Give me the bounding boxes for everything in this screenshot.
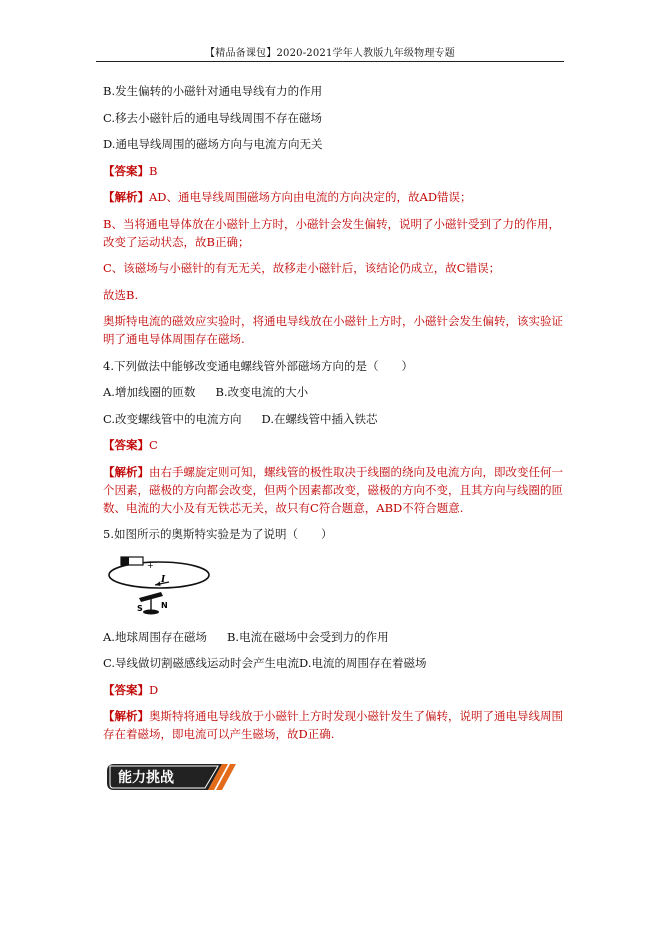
q3-analysis-line-5: 奥斯特电流的磁效应实验时，将通电导线放在小磁针上方时，小磁针会发生偏转，该实验证明了通电导体周围存在磁场.: [103, 314, 563, 346]
q5-option-a: A.地球周围存在磁场: [103, 629, 207, 644]
q3-option-b: B.发生偏转的小磁针对通电导线有力的作用: [103, 84, 323, 98]
q3-analysis-line-1: [103, 188, 576, 206]
q4-option-d: D.在螺线管中插入铁芯: [261, 411, 378, 426]
header-divider: [96, 61, 564, 62]
stand-base: [143, 609, 159, 614]
q5-options-ab: [103, 628, 576, 646]
analysis-text: AD、通电导线周围磁场方向由电流的方向决定的，故AD错误；: [149, 190, 472, 204]
q3-answer: [103, 162, 576, 180]
analysis-tag: 【解析】: [103, 709, 149, 723]
oersted-experiment-figure: [103, 554, 213, 618]
q3-option-d: D.通电导线周围的磁场方向与电流方向无关: [103, 137, 323, 151]
current-label: I: [161, 574, 166, 585]
answer-tag: 【答案】: [103, 682, 149, 697]
south-pole-label: S: [137, 603, 143, 613]
answer-tag: 【答案】: [103, 163, 149, 178]
answer-value: C: [149, 438, 158, 452]
q4-option-b: B.改变电流的大小: [215, 385, 309, 399]
section-badge: [104, 760, 236, 794]
q4-question: 4.下列做法中能够改变通电螺线管外部磁场方向的是（ ）: [103, 358, 413, 373]
q3-analysis-line-4: 故选B.: [103, 287, 139, 302]
battery-terminal: [121, 557, 129, 565]
q5-options-cd: C.导线做切割磁感线运动时会产生电流D.电流的周围存在着磁场: [103, 656, 427, 670]
north-pole-label: N: [161, 600, 168, 610]
plus-label: +: [147, 560, 154, 570]
q4-options-ab: [103, 383, 576, 401]
q3-option-c: C.移去小磁针后的通电导线周围不存在磁场: [103, 110, 323, 125]
q5-question: 5.如图所示的奥斯特实验是为了说明（ ）: [103, 527, 333, 541]
q5-option-b: B.电流在磁场中会受到力的作用: [226, 629, 389, 644]
q4-option-c: C.改变螺线管中的电流方向: [103, 411, 242, 426]
answer-value: B: [149, 163, 158, 178]
analysis-tag: 【解析】: [103, 464, 149, 479]
answer-value: D: [149, 682, 159, 697]
q3-analysis-line-3: C、该磁场与小磁针的有无无关，故移走小磁针后，该结论仍成立，故C错误；: [103, 261, 501, 275]
analysis-tag: 【解析】: [103, 190, 149, 204]
analysis-text: 由右手螺旋定则可知，螺线管的极性取决于线圈的绕向及电流方向，即改变任何一个因素，磁极的方向都会改变，但两个因素都改变，磁极的方向不变，且其方向与线圈的匝数、电流的大小及有无铁芯无关，故只有C符合题意，ABD不符合题意.: [103, 464, 563, 515]
page-header: 【精品备课包】2020-2021学年人教版九年级物理专题: [205, 48, 455, 59]
q3-analysis-line-2: B、当将通电导体放在小磁针上方时，小磁针会发生偏转，说明了小磁针受到了力的作用，改变了运动状态，故B正确；: [103, 216, 560, 249]
q4-options-cd: [103, 410, 576, 428]
q4-answer: [103, 436, 576, 454]
document-body: [96, 82, 576, 798]
badge-label: 能力挑战: [118, 769, 174, 786]
q5-analysis: [103, 707, 570, 743]
analysis-text: 奥斯特将通电导线放于小磁针上方时发现小磁针发生了偏转，说明了通电导线周围存在着磁场，即电流可以产生磁场，故D正确.: [103, 709, 563, 741]
q4-analysis: [103, 463, 570, 517]
answer-tag: 【答案】: [103, 438, 149, 452]
q5-answer: [103, 681, 576, 699]
q4-option-a: A.增加线圈的匝数: [103, 385, 196, 399]
